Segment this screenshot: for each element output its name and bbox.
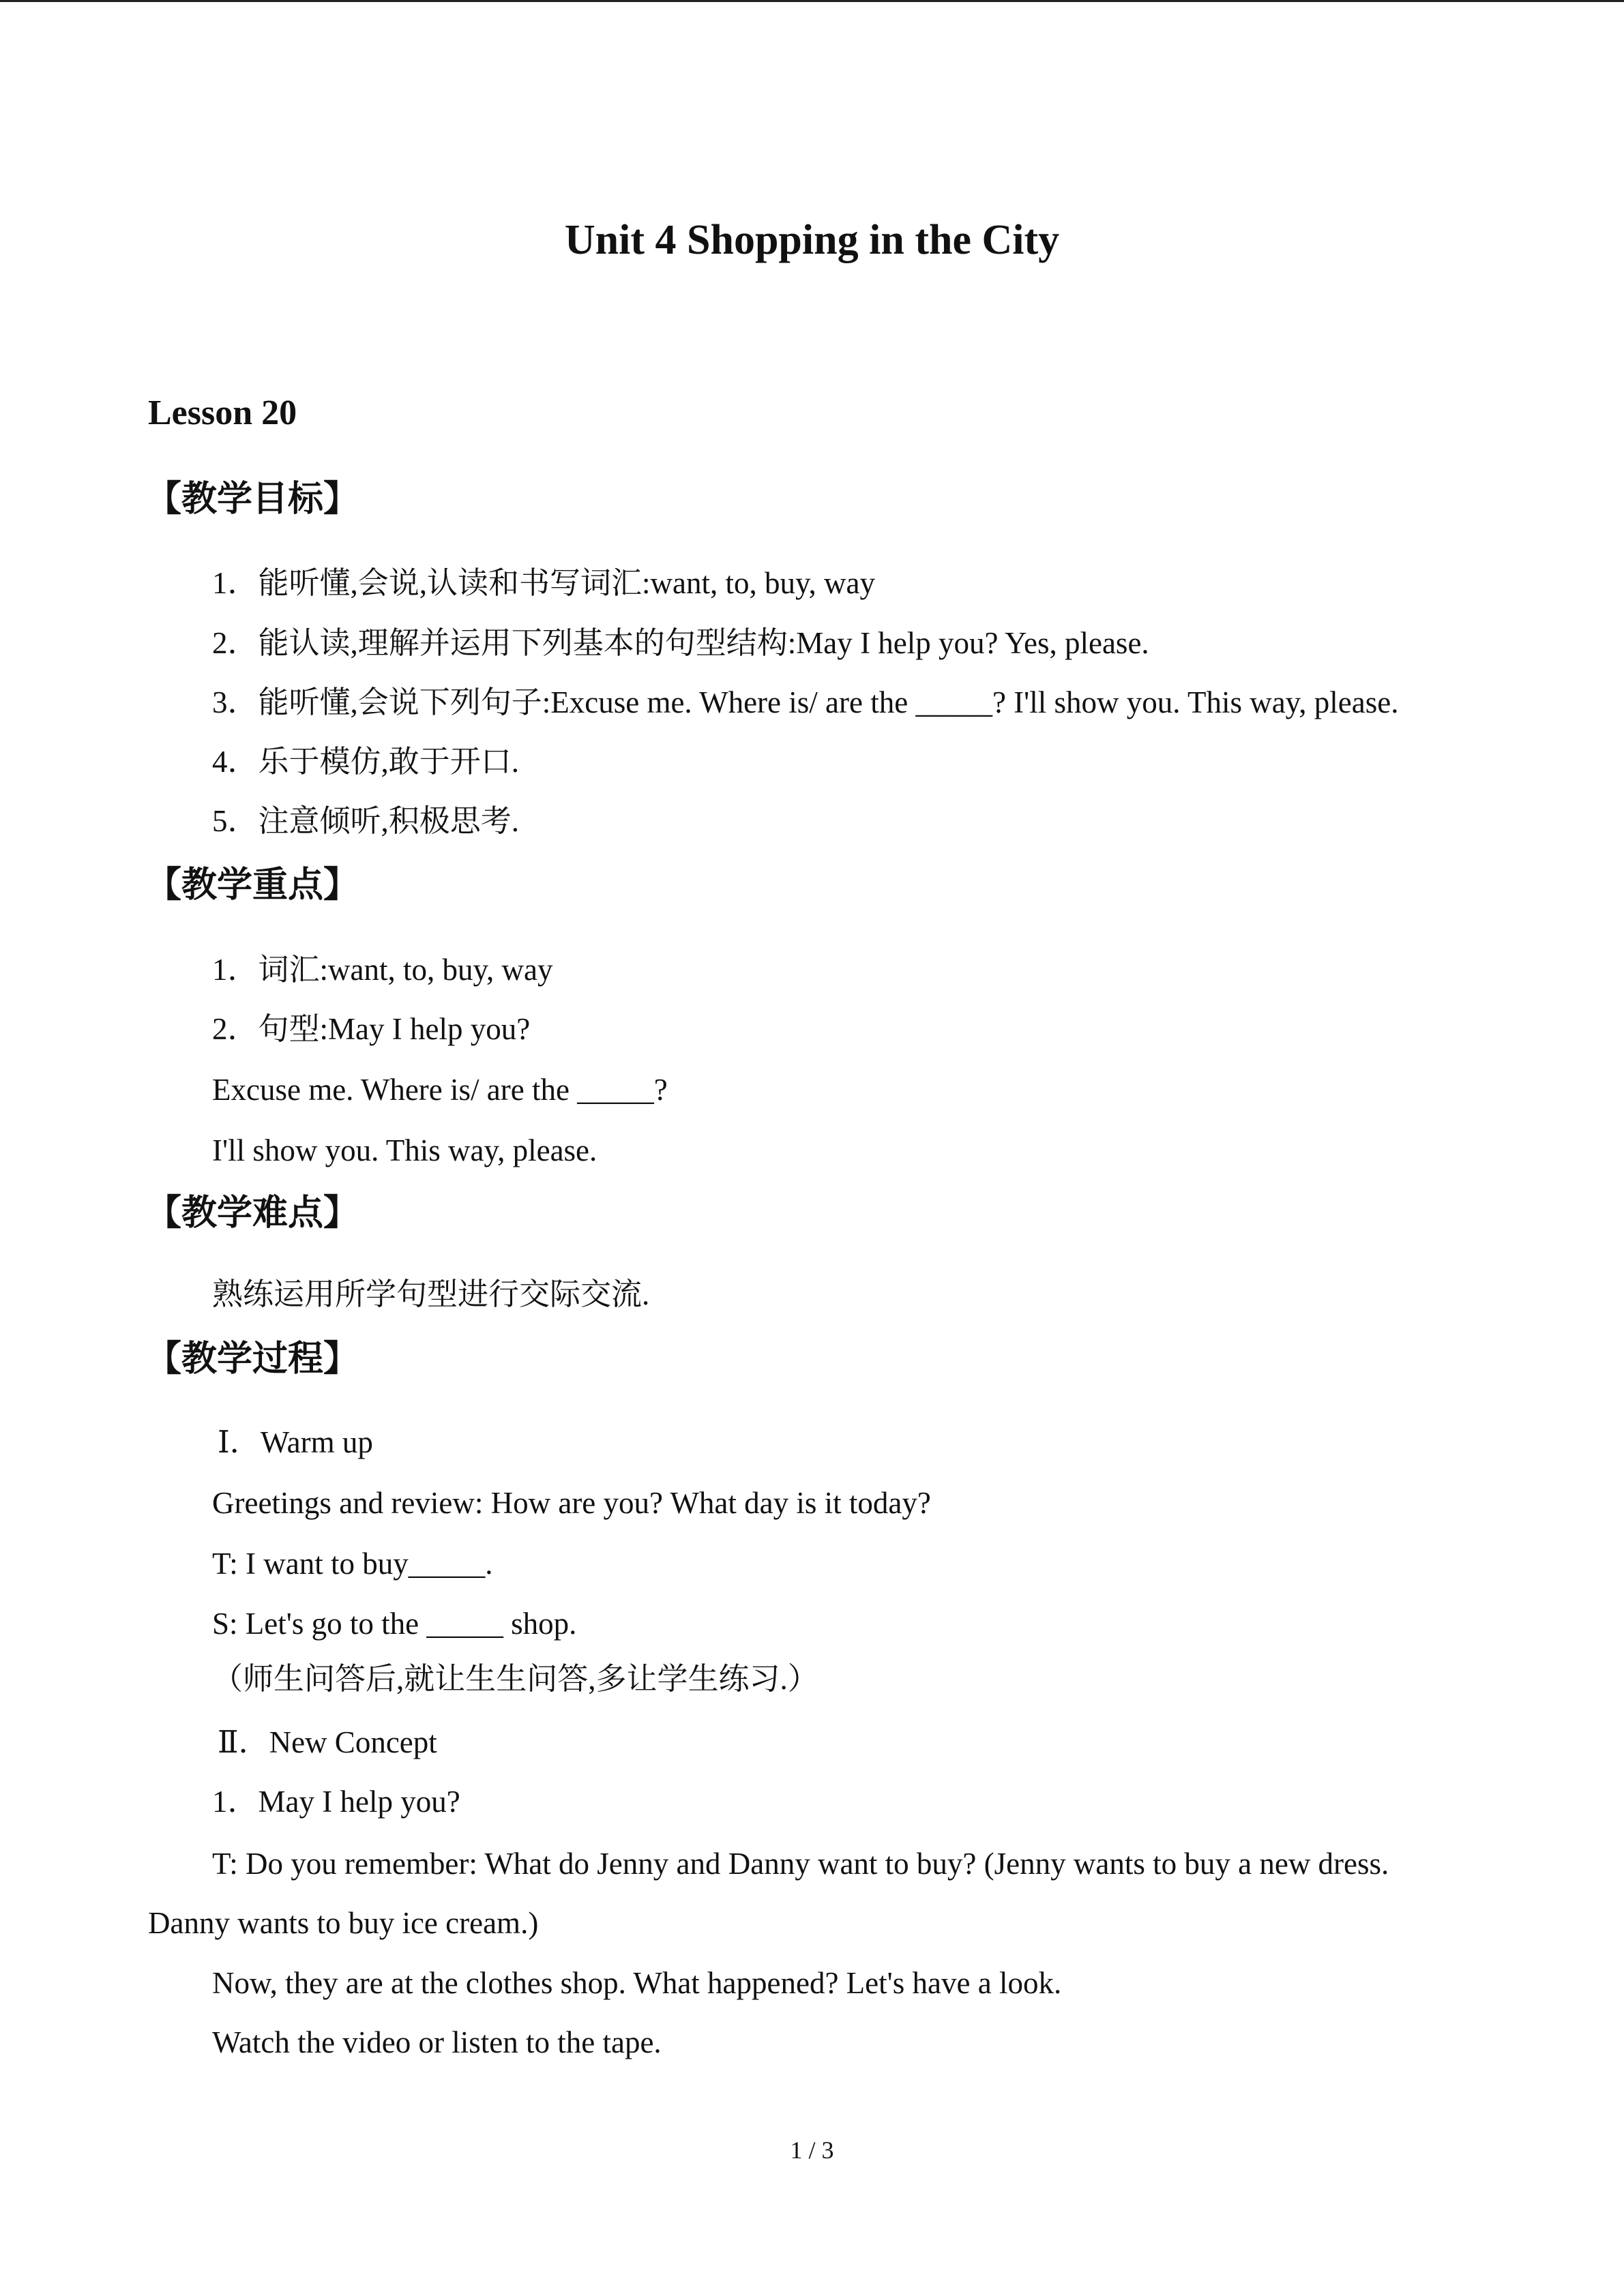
process-note: （师生问答后,就让生生问答,多让学生练习.） [212, 1662, 818, 1696]
objective-item: 4．乐于模仿,敢于开口. [212, 745, 520, 779]
top-border [0, 0, 1624, 2]
lesson-heading: Lesson 20 [148, 393, 297, 432]
objective-item: 5．注意倾听,积极思考. [212, 804, 520, 838]
section-heading-difficulties: 【教学难点】 [146, 1193, 359, 1234]
process-line: T: Do you remember: What do Jenny and Danny want to buy? (Jenny wants to buy a new dress. [212, 1847, 1389, 1881]
difficulty-item: 熟练运用所学句型进行交际交流. [212, 1277, 650, 1311]
process-line: Danny wants to buy ice cream.) [148, 1906, 539, 1940]
page-number: 1 / 3 [790, 2136, 834, 2164]
process-line: Greetings and review: How are you? What day is it today? [212, 1486, 931, 1520]
objective-item: 3．能听懂,会说下列句子:Excuse me. Where is/ are the _____? I'll show you. This way, please. [212, 685, 1399, 719]
objective-item: 1．能听懂,会说,认读和书写词汇:want, to, buy, way [212, 566, 876, 600]
objective-item: 2．能认读,理解并运用下列基本的句型结构:May I help you? Yes, please. [212, 626, 1149, 660]
section-heading-objectives: 【教学目标】 [146, 479, 359, 520]
process-line: S: Let's go to the _____ shop. [212, 1607, 577, 1641]
key-point-item: Excuse me. Where is/ are the _____? [212, 1073, 668, 1107]
process-line: Now, they are at the clothes shop. What happened? Let's have a look. [212, 1966, 1062, 2000]
document-title: Unit 4 Shopping in the City [564, 217, 1060, 263]
section-heading-key-points: 【教学重点】 [146, 865, 359, 906]
process-line: 1．May I help you? [212, 1785, 460, 1819]
key-point-item: I'll show you. This way, please. [212, 1133, 597, 1167]
process-line: Watch the video or listen to the tape. [212, 2025, 662, 2059]
key-point-item: 1．词汇:want, to, buy, way [212, 953, 553, 987]
process-step-heading: Ⅰ．Warm up [218, 1425, 373, 1459]
process-step-heading: Ⅱ．New Concept [218, 1725, 437, 1759]
section-heading-process: 【教学过程】 [146, 1339, 359, 1380]
process-line: T: I want to buy_____. [212, 1547, 493, 1581]
key-point-item: 2．句型:May I help you? [212, 1012, 531, 1046]
